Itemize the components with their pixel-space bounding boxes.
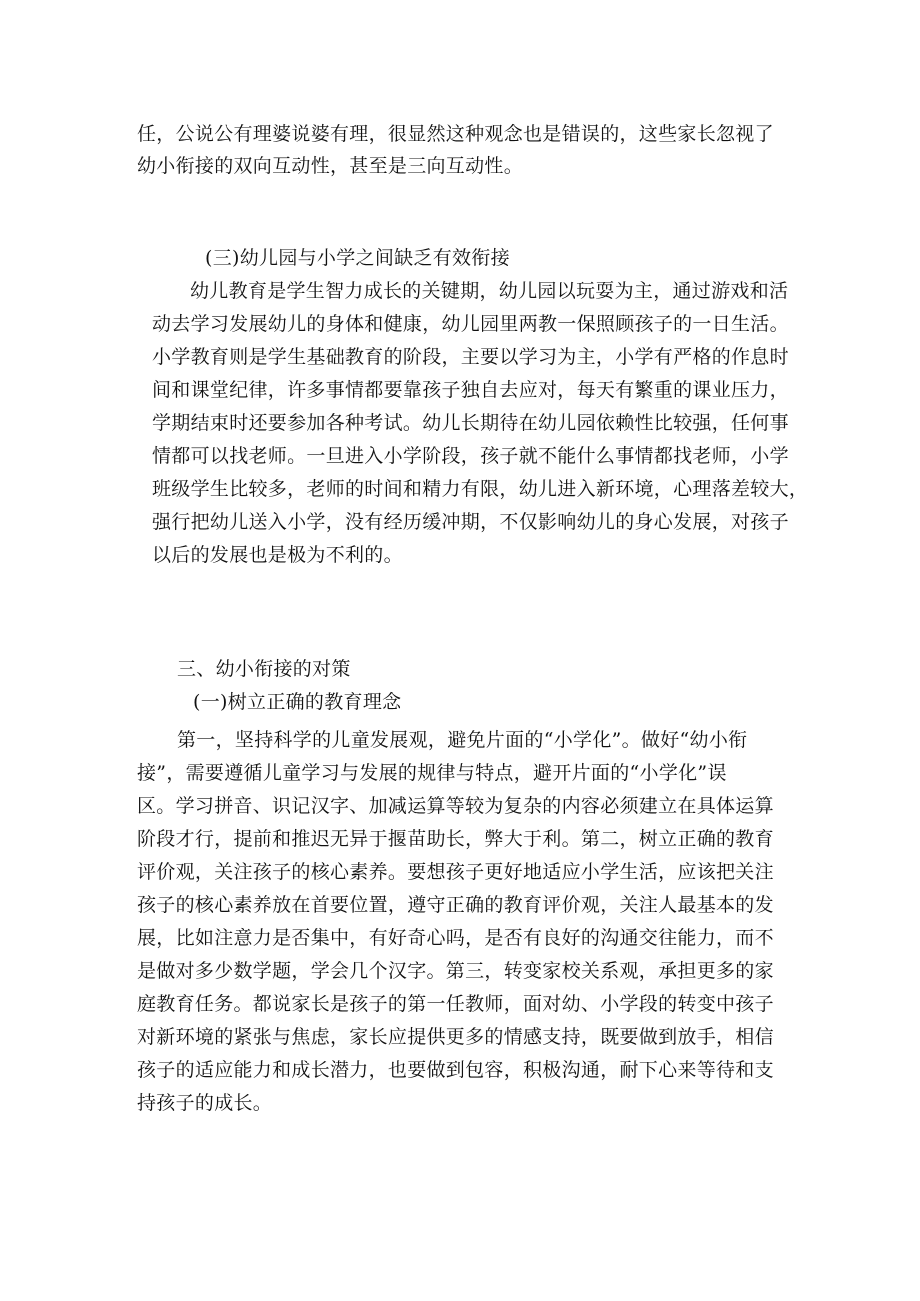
paragraph-line: 是做对多少数学题，学会几个汉字。第三，转变家校关系观，承担更多的家 xyxy=(137,960,774,982)
intro-line: 幼小衔接的双向互动性，甚至是三向互动性。 xyxy=(137,155,524,177)
paragraph-line: 孩子的适应能力和成长潜力，也要做到包容，积极沟通，耐下心来等待和支 xyxy=(137,1059,774,1081)
paragraph-line: 孩子的核心素养放在首要位置，遵守正确的教育评价观，关注人最基本的发 xyxy=(137,894,774,916)
paragraph-line: 幼儿教育是学生智力成长的关键期，幼儿园以玩耍为主，通过游戏和活 xyxy=(190,280,789,302)
part-heading: 三、幼小衔接的对策 xyxy=(177,658,351,680)
paragraph-line: 间和课堂纪律，许多事情都要靠孩子独自去应对，每天有繁重的课业压力， xyxy=(152,379,789,401)
paragraph-line: 动去学习发展幼儿的身体和健康，幼儿园里两教一保照顾孩子的一日生活。 xyxy=(152,313,789,335)
paragraph-line: 接”，需要遵循儿童学习与发展的规律与特点，避开片面的“小学化”误 xyxy=(137,762,727,784)
paragraph-line: 学期结束时还要参加各种考试。幼儿长期待在幼儿园依赖性比较强，任何事 xyxy=(152,412,789,434)
paragraph-line: 阶段才行，提前和推迟无异于揠苗助长，弊大于利。第二，树立正确的教育 xyxy=(137,828,774,850)
sub-heading: (一)树立正确的教育理念 xyxy=(193,691,402,713)
paragraph-line: 以后的发展也是极为不利的。 xyxy=(152,544,403,566)
section-heading: (三)幼儿园与小学之间缺乏有效衔接 xyxy=(205,247,510,269)
paragraph-line: 庭教育任务。都说家长是孩子的第一任教师，面对幼、小学段的转变中孩子 xyxy=(137,993,774,1015)
paragraph-line: 强行把幼儿送入小学，没有经历缓冲期，不仅影响幼儿的身心发展，对孩子 xyxy=(152,511,789,533)
intro-line: 任，公说公有理婆说婆有理，很显然这种观念也是错误的，这些家长忽视了 xyxy=(137,123,774,145)
paragraph-line: 对新环境的紧张与焦虑，家长应提供更多的情感支持，既要做到放手，相信 xyxy=(137,1026,774,1048)
paragraph-line: 展，比如注意力是否集中，有好奇心吗，是否有良好的沟通交往能力，而不 xyxy=(137,927,774,949)
paragraph-line: 评价观，关注孩子的核心素养。要想孩子更好地适应小学生活，应该把关注 xyxy=(137,861,774,883)
paragraph-line: 小学教育则是学生基础教育的阶段，主要以学习为主，小学有严格的作息时 xyxy=(152,346,789,368)
paragraph-line: 情都可以找老师。一旦进入小学阶段，孩子就不能什么事情都找老师，小学 xyxy=(152,445,789,467)
paragraph-line: 班级学生比较多，老师的时间和精力有限，幼儿进入新环境，心理落差较大， xyxy=(152,478,809,500)
paragraph-line: 区。学习拼音、识记汉字、加减运算等较为复杂的内容必须建立在具体运算 xyxy=(137,795,774,817)
paragraph-line: 持孩子的成长。 xyxy=(137,1092,273,1114)
paragraph-line: 第一，坚持科学的儿童发展观，避免片面的“小学化”。做好“幼小衔 xyxy=(177,729,748,751)
